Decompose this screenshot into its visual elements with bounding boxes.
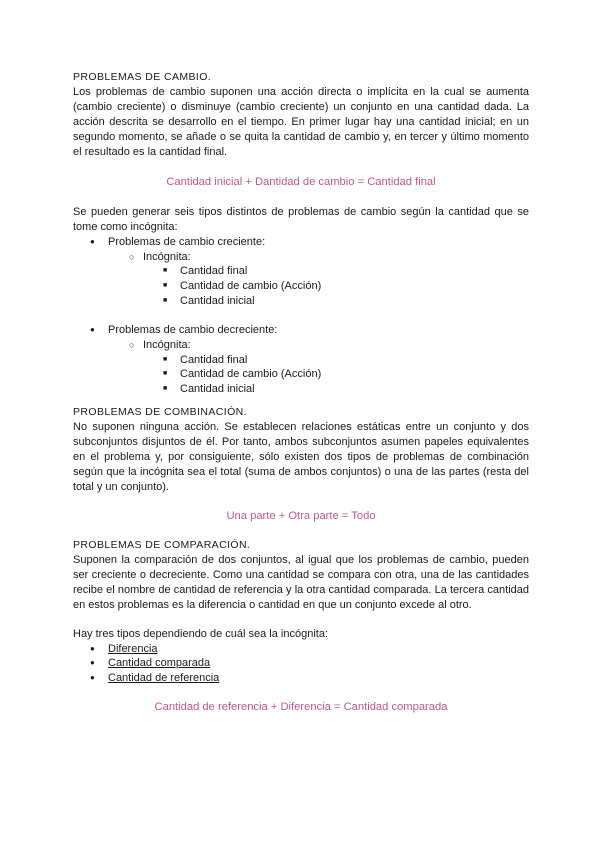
list-item: ■ Cantidad final (143, 353, 529, 368)
section-heading-cambio: PROBLEMAS DE CAMBIO. (73, 71, 212, 83)
list-item: ○ Incógnita: ■ Cantidad final ■ Cantidad de cambio (Acción) ■ Cantidad inicial (108, 338, 529, 397)
list-cambio-decreciente (73, 323, 529, 397)
paragraph-comparacion: Suponen la comparación de dos conjuntos, al igual que los problemas de cambio, pueden ser creciente o decreciente. Como una cantidad se compara con otra, una de las cantidades recibe el nombre de cantidad de referencia y la otra cantidad comparada. La tercera cantidad en estos problemas es la diferencia o cantidad en que un conjunto excede al otro. (73, 553, 529, 611)
formula-cambio: Cantidad inicial + Dantidad de cambio = Cantidad final (166, 176, 436, 188)
list-item: ■ Cantidad inicial (143, 294, 529, 309)
list-item: ■ Cantidad de cambio (Acción) (143, 367, 529, 382)
intro-cambio: Se pueden generar seis tipos distintos de problemas de cambio según la cantidad que se tome como incógnita: (73, 206, 529, 233)
section-heading-combinacion: PROBLEMAS DE COMBINACIÓN. (73, 405, 247, 418)
list-item: ● Problemas de cambio creciente: ○ Incógnita: ■ Cantidad final ■ Cantidad de cambio (Acción) ■ Cantidad inicial (73, 235, 529, 309)
formula-combinacion: Una parte + Otra parte = Todo (226, 509, 376, 522)
formula-comparacion: Cantidad de referencia + Diferencia = Cantidad comparada (154, 700, 448, 713)
paragraph-combinacion: No suponen ninguna acción. Se establecen relaciones estáticas entre un conjunto y dos subconjuntos disjuntos de él. Por tanto, ambos subconjuntos asumen papeles equivalentes en el problema y, por consiguiente, sólo existen dos tipos de problemas de combinación según que la incógnita sea el total (suma de ambos conjuntos) o una de las partes (resta del total y un conjunto). (73, 420, 529, 493)
list-item: ■ Cantidad inicial (143, 382, 529, 397)
list-cambio-creciente (73, 235, 529, 309)
list-item: ○ Incógnita: ■ Cantidad final ■ Cantidad de cambio (Acción) ■ Cantidad inicial (108, 250, 529, 309)
document-page (73, 70, 529, 715)
intro-comparacion: Hay tres tipos dependiendo de cuál sea la incógnita: (73, 627, 329, 640)
paragraph-cambio: Los problemas de cambio suponen una acción directa o implícita en la cual se aumenta (cambio creciente) o disminuye (cambio creciente) un conjunto en una cantidad dada. La acción descrita se desarrollo en el tiempo. En primer lugar hay una cantidad inicial; en un segundo momento, se añade o se quita la cantidad de cambio y, en tercer y último momento el resultado es la cantidad final. (73, 86, 529, 158)
list-item: ● Diferencia (73, 642, 529, 657)
section-heading-comparacion: PROBLEMAS DE COMPARACIÓN. (73, 538, 251, 551)
list-item: ● Cantidad de referencia (73, 671, 529, 686)
list-item: ■ Cantidad de cambio (Acción) (143, 279, 529, 294)
list-item: ● Cantidad comparada (73, 656, 529, 671)
list-item: ● Problemas de cambio decreciente: ○ Incógnita: ■ Cantidad final ■ Cantidad de cambio (Acción) ■ Cantidad inicial (73, 323, 529, 397)
list-comparacion (73, 642, 529, 686)
list-item: ■ Cantidad final (143, 264, 529, 279)
